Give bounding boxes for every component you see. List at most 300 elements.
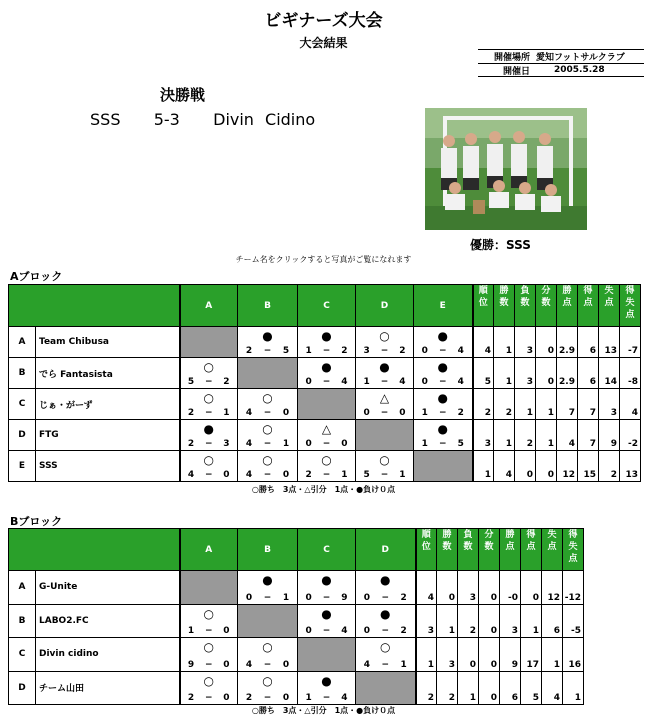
goals-for: 0 — [363, 626, 370, 636]
stat-header: 失 点 — [599, 285, 620, 327]
stat-value: 2 — [494, 389, 515, 420]
goals-for: 2 — [187, 693, 195, 703]
stat-value: 16 — [563, 638, 584, 672]
result-mark: ● — [262, 329, 273, 343]
match-score — [238, 593, 297, 603]
goals-for: 0 — [305, 439, 312, 449]
stat-value: 0 — [479, 571, 500, 605]
stat-value: 14 — [599, 358, 620, 389]
result-mark: ○ — [262, 673, 273, 688]
match-score — [181, 470, 238, 480]
goals-for: 2 — [245, 346, 253, 356]
goals-for: 0 — [421, 346, 428, 356]
team-photo-image — [425, 108, 587, 230]
team-name-link[interactable]: SSS — [36, 451, 180, 482]
stat-value: 2 — [515, 420, 536, 451]
result-mark: △ — [379, 391, 390, 405]
score-dash: − — [263, 346, 272, 356]
stat-value: 0 — [437, 571, 458, 605]
match-result-cell — [298, 451, 356, 482]
goals-for: 3 — [363, 346, 370, 356]
goals-for: 2 — [187, 439, 195, 449]
team-name-link[interactable]: Divin cidino — [36, 638, 180, 672]
score-dash: − — [380, 346, 389, 356]
match-result-cell — [238, 638, 298, 672]
goals-against: 0 — [223, 626, 230, 636]
result-mark: ○ — [262, 422, 273, 436]
stat-value: 4 — [557, 420, 578, 451]
block-b-title: Bブロック — [10, 515, 63, 528]
photo-click-note: チーム名をクリックすると写真がご覧になれます — [235, 255, 412, 264]
match-score — [298, 626, 355, 636]
result-mark: ○ — [380, 640, 391, 654]
stat-value: -0 — [500, 571, 521, 605]
match-score — [414, 408, 472, 418]
self-match-cell — [238, 358, 298, 389]
match-result-cell — [180, 420, 238, 451]
table-row — [9, 327, 641, 358]
goals-for: 2 — [245, 693, 253, 703]
result-mark: ● — [262, 573, 273, 587]
score-dash: − — [380, 377, 389, 387]
stat-value: 3 — [515, 327, 536, 358]
date-value: 2005.5.28 — [554, 65, 605, 75]
result-mark: ○ — [203, 606, 214, 621]
stat-header: 順 位 — [473, 285, 494, 327]
goals-for: 1 — [305, 693, 312, 703]
score-dash: − — [438, 377, 447, 387]
venue-label: 開催場所 — [493, 53, 530, 63]
result-mark: ● — [321, 673, 332, 688]
score-dash: − — [204, 470, 213, 480]
stat-value: 3 — [458, 571, 479, 605]
match-score — [181, 626, 238, 636]
goals-for: 1 — [421, 439, 428, 449]
goals-against: 4 — [341, 693, 348, 703]
result-mark: ○ — [262, 453, 273, 467]
goals-for: 2 — [187, 408, 195, 418]
winner-label: 優勝：SSS — [470, 238, 531, 252]
match-result-cell — [298, 604, 356, 638]
stat-value: 2 — [599, 451, 620, 482]
goals-against: 2 — [457, 408, 464, 418]
score-dash: − — [438, 439, 447, 449]
match-score — [356, 593, 415, 603]
score-dash: − — [322, 626, 331, 636]
stat-value: 1 — [458, 671, 479, 705]
match-result-cell — [298, 327, 356, 358]
result-mark: ○ — [203, 360, 214, 374]
stat-value: 13 — [599, 327, 620, 358]
goals-for: 4 — [245, 408, 253, 418]
stat-header: 負 数 — [458, 529, 479, 571]
winner-team-photo[interactable] — [425, 108, 587, 230]
stat-value: 1 — [515, 389, 536, 420]
stat-value: 1 — [494, 327, 515, 358]
final-score: SSS 5-3 Divin Cidino — [90, 110, 316, 129]
score-dash: − — [322, 439, 331, 449]
goals-against: 2 — [400, 592, 407, 603]
goals-against: 3 — [223, 439, 230, 449]
match-result-cell — [238, 671, 298, 705]
match-result-cell — [356, 451, 414, 482]
stat-value: 0 — [479, 604, 500, 638]
score-dash: − — [381, 659, 390, 670]
match-result-cell — [180, 451, 238, 482]
column-header-c: C — [298, 285, 356, 327]
goals-for: 9 — [187, 659, 195, 670]
page-subtitle: 大会結果 — [299, 36, 348, 50]
stat-header: 分 数 — [479, 529, 500, 571]
self-match-cell — [298, 389, 356, 420]
result-mark: △ — [321, 422, 332, 436]
stat-value: 0 — [515, 451, 536, 482]
stat-header: 得 点 — [521, 529, 542, 571]
stat-value: 1 — [437, 604, 458, 638]
match-score — [298, 346, 355, 356]
goals-for: 0 — [305, 626, 312, 636]
stat-value: 6 — [500, 671, 521, 705]
match-result-cell — [298, 420, 356, 451]
table-row — [9, 358, 641, 389]
table-row — [9, 451, 641, 482]
table-row — [9, 638, 584, 672]
match-score — [356, 660, 415, 670]
stat-header: 勝 点 — [500, 529, 521, 571]
goals-for: 0 — [363, 592, 370, 603]
match-result-cell — [356, 358, 414, 389]
stat-value: -2 — [620, 420, 641, 451]
goals-against: 0 — [282, 659, 290, 670]
match-score — [238, 408, 297, 418]
goals-against: 4 — [457, 346, 464, 356]
stat-value: 1 — [473, 451, 494, 482]
match-result-cell — [298, 671, 356, 705]
row-letter: A — [9, 327, 36, 358]
result-mark: ● — [203, 422, 214, 436]
self-match-cell — [356, 671, 416, 705]
self-match-cell — [238, 604, 298, 638]
goals-against: 1 — [282, 592, 290, 603]
match-result-cell — [180, 604, 238, 638]
stat-value: 4 — [494, 451, 515, 482]
match-score — [238, 660, 297, 670]
stat-value: 9 — [599, 420, 620, 451]
self-match-cell — [180, 327, 238, 358]
goals-for: 4 — [363, 659, 370, 670]
column-header-a: A — [180, 529, 238, 571]
match-result-cell — [238, 389, 298, 420]
header-row — [9, 285, 641, 327]
stat-value: 15 — [578, 451, 599, 482]
team-name-link[interactable]: じぁ・がーず — [36, 389, 180, 420]
row-letter: B — [9, 604, 36, 638]
match-result-cell — [180, 389, 238, 420]
result-mark: ○ — [203, 673, 214, 688]
stat-value: 0 — [479, 638, 500, 672]
stat-value: 17 — [521, 638, 542, 672]
team-name-link[interactable]: でら Fantasista — [36, 358, 180, 389]
match-result-cell — [356, 389, 414, 420]
score-dash: − — [263, 592, 272, 603]
match-score — [181, 408, 238, 418]
stat-value: 3 — [500, 604, 521, 638]
goals-against: 0 — [223, 693, 230, 703]
score-dash: − — [263, 470, 272, 480]
match-result-cell — [180, 671, 238, 705]
stat-value: 0 — [536, 451, 557, 482]
goals-against: 1 — [399, 470, 406, 480]
goals-against: 1 — [341, 470, 348, 480]
row-letter: C — [9, 638, 36, 672]
match-score — [238, 470, 297, 480]
result-mark: ○ — [203, 453, 214, 467]
result-mark: ● — [437, 422, 448, 436]
self-match-cell — [180, 571, 238, 605]
match-score — [356, 626, 415, 636]
goals-for: 1 — [421, 408, 428, 418]
match-score — [181, 660, 238, 670]
stat-value: 0 — [536, 358, 557, 389]
match-score — [181, 693, 238, 703]
match-score — [298, 439, 355, 449]
result-mark: ○ — [379, 453, 390, 467]
stat-value: 1 — [494, 420, 515, 451]
match-score — [181, 377, 238, 387]
stat-value: 6 — [542, 604, 563, 638]
stat-value: 2 — [437, 671, 458, 705]
stat-header: 勝 数 — [494, 285, 515, 327]
result-mark: ○ — [379, 329, 390, 343]
stat-value: 1 — [521, 604, 542, 638]
stat-value: 7 — [578, 420, 599, 451]
stat-header: 得 失 点 — [620, 285, 641, 327]
stat-value: 3 — [437, 638, 458, 672]
table-row — [9, 571, 584, 605]
row-letter: A — [9, 571, 36, 605]
match-score — [238, 346, 297, 356]
result-mark: ○ — [262, 640, 273, 654]
stat-value: 3 — [599, 389, 620, 420]
team-name-link[interactable]: LABO2.FC — [36, 604, 180, 638]
goals-against: 1 — [282, 439, 290, 449]
stat-value: 0 — [536, 327, 557, 358]
stat-header: 勝 点 — [557, 285, 578, 327]
match-result-cell — [180, 638, 238, 672]
goals-against: 5 — [282, 346, 290, 356]
score-dash: − — [322, 693, 331, 703]
score-dash: − — [263, 693, 272, 703]
table-row — [9, 671, 584, 705]
result-mark: ● — [437, 329, 448, 343]
stat-header: 得 失 点 — [563, 529, 584, 571]
match-score — [414, 377, 472, 387]
stat-value: 6 — [578, 358, 599, 389]
team-name-link[interactable]: FTG — [36, 420, 180, 451]
match-score — [356, 470, 413, 480]
result-mark: ○ — [203, 391, 214, 405]
score-dash: − — [380, 470, 389, 480]
row-letter: B — [9, 358, 36, 389]
match-result-cell — [180, 358, 238, 389]
goals-against: 0 — [282, 408, 290, 418]
team-name-link[interactable]: チーム山田 — [36, 671, 180, 705]
match-result-cell — [414, 420, 473, 451]
goals-against: 2 — [400, 626, 407, 636]
goals-for: 0 — [421, 377, 428, 387]
venue-row — [478, 49, 644, 63]
score-dash: − — [204, 439, 213, 449]
stat-value: -7 — [620, 327, 641, 358]
stat-value: 12 — [557, 451, 578, 482]
stat-value: 1 — [536, 420, 557, 451]
goals-for: 4 — [245, 439, 253, 449]
stat-value: 1 — [416, 638, 437, 672]
column-header-b: B — [238, 285, 298, 327]
row-letter: D — [9, 671, 36, 705]
result-mark: ● — [321, 606, 332, 621]
date-row — [478, 63, 644, 77]
match-result-cell — [238, 571, 298, 605]
stat-value: -12 — [563, 571, 584, 605]
score-dash: − — [381, 592, 390, 603]
result-mark: ● — [321, 360, 332, 374]
stat-value: 0 — [479, 671, 500, 705]
match-result-cell — [238, 451, 298, 482]
block-a-table — [8, 284, 641, 482]
stat-value: 0 — [521, 571, 542, 605]
score-dash: − — [438, 408, 447, 418]
stat-value: 2 — [416, 671, 437, 705]
goals-against: 2 — [223, 377, 230, 387]
result-mark: ● — [380, 606, 391, 621]
score-dash: − — [322, 592, 331, 603]
event-info — [478, 49, 644, 77]
score-dash: − — [322, 346, 331, 356]
match-score — [298, 693, 355, 703]
team-name-link[interactable]: G-Unite — [36, 571, 180, 605]
goals-against: 9 — [341, 592, 348, 603]
score-dash: − — [322, 470, 331, 480]
self-match-cell — [298, 638, 356, 672]
stat-value: 4 — [620, 389, 641, 420]
stat-value: 2 — [473, 389, 494, 420]
result-mark: ● — [437, 360, 448, 374]
match-score — [414, 346, 472, 356]
result-mark: ● — [379, 360, 390, 374]
goals-for: 5 — [187, 377, 195, 387]
final-title: 決勝戦 — [160, 86, 206, 104]
match-result-cell — [356, 327, 414, 358]
stat-value: 5 — [521, 671, 542, 705]
score-dash: − — [204, 408, 213, 418]
corner-cell — [9, 285, 180, 327]
goals-for: 0 — [305, 592, 312, 603]
stat-value: 1 — [563, 671, 584, 705]
stat-value: 3 — [416, 604, 437, 638]
goals-against: 2 — [399, 346, 406, 356]
stat-value: 7 — [557, 389, 578, 420]
stat-value: 6 — [578, 327, 599, 358]
block-a-title: Aブロック — [10, 270, 63, 283]
match-score — [298, 593, 355, 603]
goals-against: 4 — [341, 377, 348, 387]
match-score — [298, 377, 355, 387]
column-header-b: B — [238, 529, 298, 571]
column-header-d: D — [356, 285, 414, 327]
stat-value: 3 — [515, 358, 536, 389]
goals-against: 0 — [399, 408, 406, 418]
match-result-cell — [298, 358, 356, 389]
stat-header: 得 点 — [578, 285, 599, 327]
score-dash: − — [263, 439, 272, 449]
match-result-cell — [356, 571, 416, 605]
column-header-d: D — [356, 529, 416, 571]
column-header-c: C — [298, 529, 356, 571]
score-dash: − — [322, 377, 331, 387]
stat-value: 1 — [494, 358, 515, 389]
goals-against: 0 — [223, 659, 230, 670]
result-mark: ● — [380, 573, 391, 587]
stat-value: 4 — [542, 671, 563, 705]
header-row — [9, 529, 584, 571]
goals-against: 0 — [223, 470, 230, 480]
goals-against: 1 — [400, 659, 407, 670]
result-mark: ● — [437, 391, 448, 405]
stat-header: 失 点 — [542, 529, 563, 571]
stat-value: 2 — [458, 604, 479, 638]
table-row — [9, 420, 641, 451]
stat-value: 1 — [542, 638, 563, 672]
match-score — [414, 439, 472, 449]
goals-for: 4 — [187, 470, 195, 480]
stat-header: 順 位 — [416, 529, 437, 571]
goals-for: 2 — [305, 470, 312, 480]
stat-header: 負 数 — [515, 285, 536, 327]
match-result-cell — [238, 327, 298, 358]
stat-value: 9 — [500, 638, 521, 672]
match-result-cell — [414, 389, 473, 420]
match-score — [356, 408, 413, 418]
match-score — [181, 439, 238, 449]
result-mark: ○ — [203, 640, 214, 654]
self-match-cell — [414, 451, 473, 482]
match-result-cell — [414, 327, 473, 358]
goals-against: 1 — [223, 408, 230, 418]
corner-cell — [9, 529, 180, 571]
team-name-link[interactable]: Team Chibusa — [36, 327, 180, 358]
score-dash: − — [381, 626, 390, 636]
block-a-legend: ○勝ち 3点・△引分 1点・●負け０点 — [251, 485, 396, 494]
stat-value: -8 — [620, 358, 641, 389]
table-row — [9, 389, 641, 420]
score-dash: − — [263, 659, 272, 670]
stat-value: -5 — [563, 604, 584, 638]
goals-for: 1 — [363, 377, 370, 387]
match-score — [356, 377, 413, 387]
stat-value: 4 — [416, 571, 437, 605]
goals-against: 4 — [457, 377, 464, 387]
goals-against: 5 — [457, 439, 464, 449]
goals-for: 1 — [187, 626, 195, 636]
match-result-cell — [356, 604, 416, 638]
stat-value: 5 — [473, 358, 494, 389]
score-dash: − — [380, 408, 389, 418]
goals-against: 4 — [341, 626, 348, 636]
column-header-a: A — [180, 285, 238, 327]
venue-value: 愛知フットサルクラブ — [536, 53, 625, 63]
match-result-cell — [298, 571, 356, 605]
